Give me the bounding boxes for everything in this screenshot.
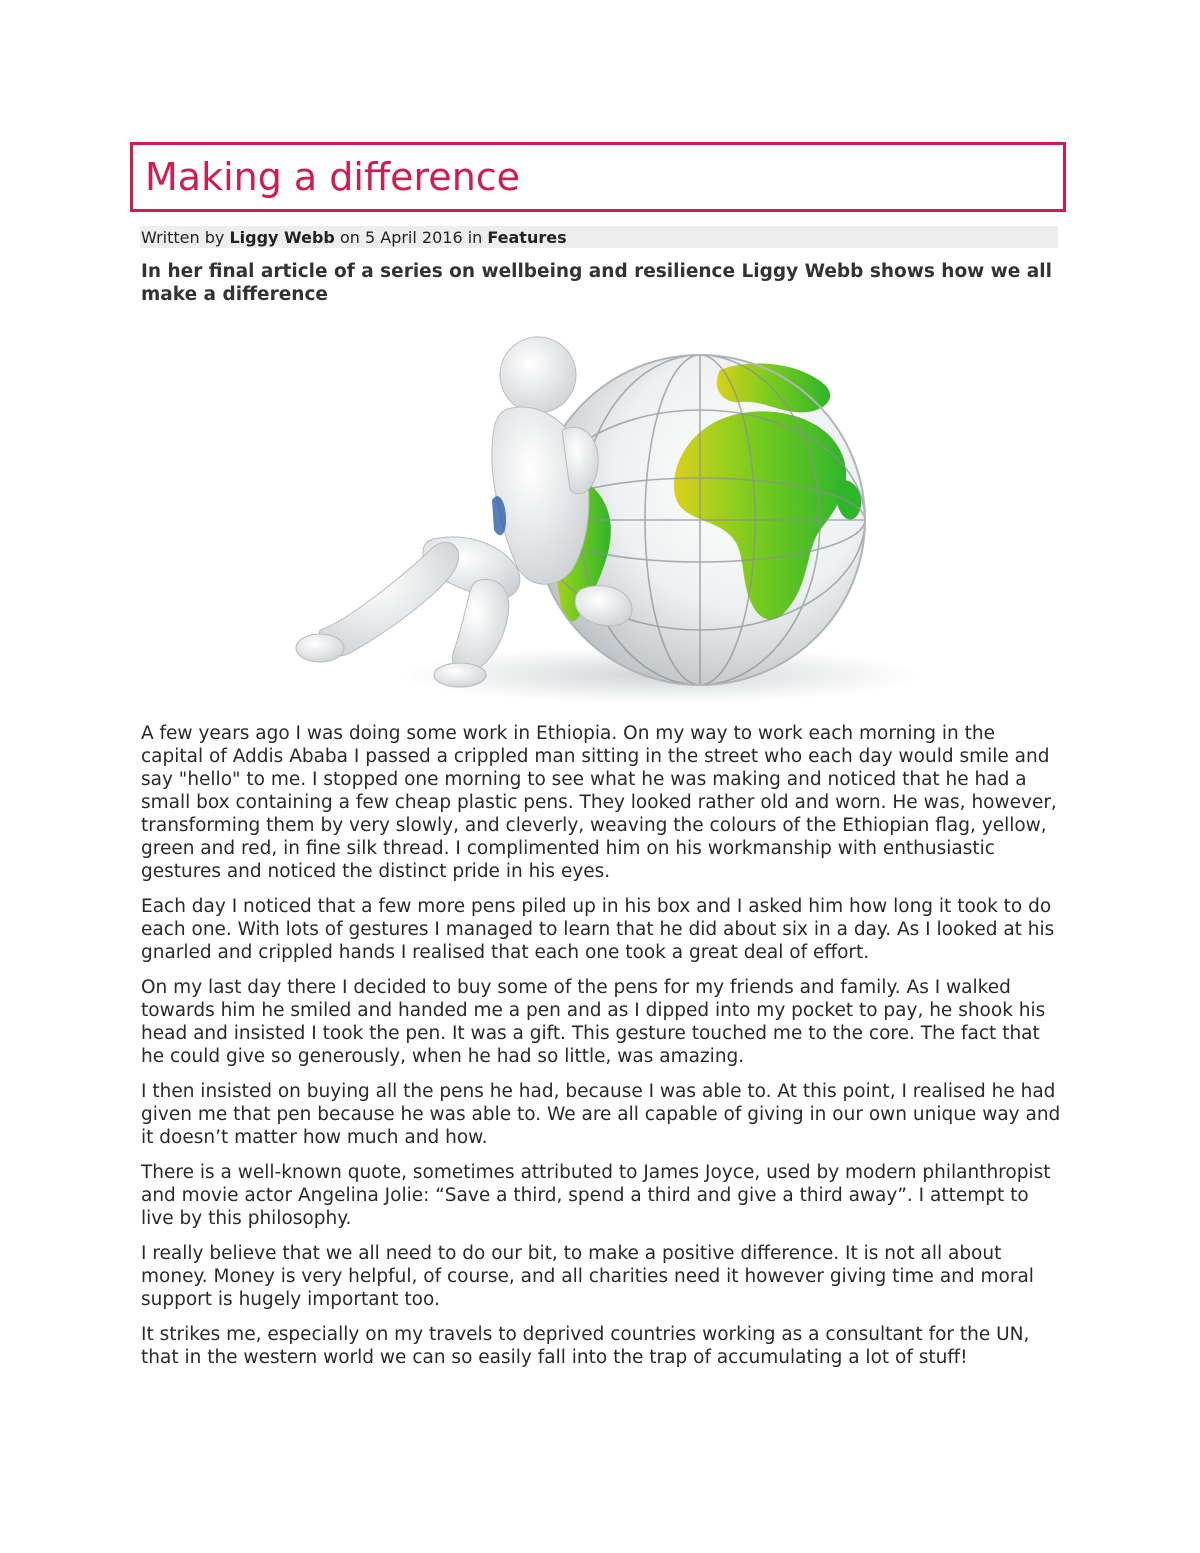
- byline-section: Features: [487, 228, 567, 247]
- byline: [141, 228, 567, 248]
- standfirst: In her final article of a series on wellbeing and resilience Liggy Webb shows how we all make a difference: [141, 261, 1052, 305]
- hero-image: [280, 330, 920, 710]
- paragraph: I then insisted on buying all the pens he had, because I was able to. At this point, I realised he had given me that pen because he was able to. We are all capable of giving in our own unique way and it doesn’t matter how much and how.: [141, 1081, 1061, 1148]
- paragraph: It strikes me, especially on my travels to deprived countries working as a consultant for the UN, that in the western world we can so easily fall into the trap of accumulating a lot of stuff!: [141, 1324, 1030, 1368]
- paragraph: I really believe that we all need to do our bit, to make a positive difference. It is not all about money. Money is very helpful, of course, and all charities need it however giving time and moral support is hugely important too.: [141, 1243, 1034, 1310]
- paragraph: A few years ago I was doing some work in Ethiopia. On my way to work each morning in the capital of Addis Ababa I passed a crippled man sitting in the street who each day would smile and say "hello" to me. I stopped one morning to see what he was making and noticed that he had a small box containing a few cheap plastic pens. They looked rather old and worn. He was, however, transforming them by very slowly, and cleverly, weaving the colours of the Ethiopian flag, yellow, green and red, in fine silk thread. I complimented him on his workmanship with enthusiastic gestures and noticed the distinct pride in his eyes.: [141, 723, 1057, 882]
- byline-middle: on 5 April 2016 in: [334, 228, 488, 247]
- paragraph: Each day I noticed that a few more pens piled up in his box and I asked him how long it took to do each one. With lots of gestures I managed to learn that he did about six in a day. As I looked at his gnarled and crippled hands I realised that each one took a great deal of effort.: [141, 896, 1055, 963]
- byline-prefix: Written by: [141, 228, 230, 247]
- article-body: [141, 722, 1061, 1381]
- paragraph: On my last day there I decided to buy some of the pens for my friends and family. As I walked towards him he smiled and handed me a pen and as I dipped into my pocket to pay, he shook his head and insisted I took the pen. It was a gift. This gesture touched me to the core. The fact that he could give so generously, when he had so little, was amazing.: [141, 977, 1046, 1067]
- title-box: [130, 142, 1066, 212]
- page-title: Making a difference: [145, 155, 521, 199]
- byline-author: Liggy Webb: [229, 228, 335, 247]
- paragraph: There is a well-known quote, sometimes attributed to James Joyce, used by modern philanthropist and movie actor Angelina Jolie: “Save a third, spend a third and give a third away”. I attempt to live by this philosophy.: [141, 1162, 1051, 1229]
